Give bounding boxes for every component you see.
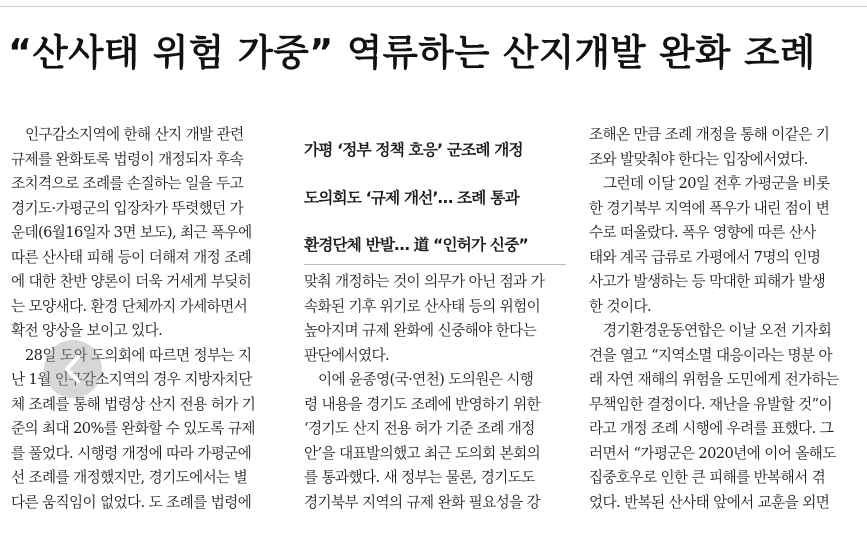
body-text-line: 경기도·가평군의 입장차가 뚜렷했던 가: [11, 199, 244, 217]
body-text-line: 판단에서였다.: [304, 346, 390, 364]
chevron-left-icon: [62, 354, 84, 384]
body-text-line: 를 풀었다. 시행령 개정에 따라 가평군에: [11, 444, 252, 462]
body-text-line: 라고 개정 조례 시행에 우려를 표했다. 그: [589, 420, 834, 437]
subheadline-block: [304, 127, 566, 270]
body-text-line: 령 내용을 경기도 조례에 반영하기 위한: [304, 395, 541, 413]
top-divider: [0, 6, 867, 7]
body-text-line: 다른 움직임이 없었다. 도 조례를 법령에: [11, 493, 252, 511]
body-text-line: 이에 윤종영(국·연천) 도의원은 시행: [304, 371, 534, 388]
body-text-line: 를 통과했다. 새 정부는 물론, 경기도도: [304, 469, 535, 486]
body-text-line: 경기환경운동연합은 이날 오전 기자회: [589, 322, 832, 339]
body-text-line: 었다. 반복된 산사태 앞에서 교훈을 외면: [589, 493, 830, 511]
body-text-line: 선 조례를 개정했지만, 경기도에서는 별: [11, 469, 248, 486]
body-text-line: 견을 열고 “지역소멸 대응이라는 명분 아: [589, 346, 833, 364]
subheadline: 도의회도 ‘규제 개선’… 조례 통과: [304, 188, 519, 207]
body-text-line: 28일 도와 도의회에 따르면 정부는 지: [11, 346, 252, 364]
headline: “산사태 위험 가중” 역류하는 산지개발 완화 조례: [8, 31, 816, 74]
subheadline: 환경단체 반발… 道 “인허가 신중”: [304, 236, 528, 254]
body-text-line: 운데(6월16일자 3면 보도), 최근 폭우에: [11, 224, 252, 241]
article-column-3: [589, 123, 857, 515]
body-text-line: 에 대한 찬반 양론이 더욱 거세게 부딪히: [11, 273, 252, 290]
body-text-line: 수로 떠올랐다. 폭우 영향에 따른 산사: [589, 224, 816, 241]
body-text-line: 안’을 대표발의했고 최근 도의회 본회의: [304, 444, 541, 462]
body-text-line: 준의 최대 20%를 완화할 수 있도록 규제: [11, 420, 255, 437]
body-text-line: 맞춰 개정하는 것이 의무가 아닌 점과 가: [304, 273, 545, 290]
subheadline-divider: [304, 264, 566, 265]
body-text-line: 태와 계곡 급류로 가평에서 7명의 인명: [589, 248, 821, 266]
body-text-line: 집중호우로 인한 큰 피해를 반복해서 겪: [589, 469, 826, 486]
body-text-line: 사고가 발생하는 등 막대한 피해가 발생: [589, 273, 826, 290]
body-text-line: 속화된 기후 위기로 산사태 등의 위험이: [304, 297, 541, 315]
body-text-line: 따른 산사태 피해 등이 더해져 개정 조례: [11, 248, 252, 266]
body-text-line: 체 조례를 통해 법령상 산지 전용 허가 기: [11, 395, 256, 413]
body-text-line: 러면서 “가평군은 2020년에 이어 올해도: [589, 444, 836, 462]
body-text-line: 한 경기북부 지역에 폭우가 내린 점이 변: [589, 199, 830, 217]
body-text-line: 한 것이다.: [589, 297, 652, 315]
body-text-line: 조치격으로 조례를 손질하는 일을 두고: [11, 175, 244, 192]
subheadline: 가평 ‘정부 정책 호응’ 군조례 개정: [304, 141, 523, 159]
body-text-line: ‘경기도 산지 전용 허가 기준 조례 개정: [304, 420, 535, 437]
body-text-line: 그런데 이달 20일 전후 가평군을 비롯: [589, 175, 830, 192]
article-column-2: [304, 270, 566, 515]
body-text-line: 경기북부 지역의 규제 완화 필요성을 강: [304, 493, 541, 511]
body-text-line: 높아지며 규제 완화에 신중해야 한다는: [304, 322, 537, 339]
body-text-line: 인구감소지역에 한해 산지 개발 관련: [11, 126, 244, 143]
body-text-line: 래 자연 재해의 위험을 도민에게 전가하는: [589, 371, 839, 388]
body-text-line: 조해온 만큼 조례 개정을 통해 이같은 기: [589, 126, 830, 143]
article-column-1: [11, 123, 281, 515]
body-text-line: 는 모양새다. 환경 단체까지 가세하면서: [11, 297, 248, 315]
body-text-line: 무책임한 결정이다. 재난을 유발할 것”이: [589, 395, 833, 413]
body-text-line: 확전 양상을 보이고 있다.: [11, 322, 163, 339]
previous-page-button[interactable]: [44, 340, 102, 398]
body-text-line: 난 1월 인구감소지역의 경우 지방자치단: [11, 371, 252, 388]
body-text-line: 규제를 완화토록 법령이 개정되자 후속: [11, 150, 244, 168]
body-text-line: 조와 발맞춰야 한다는 입장에서였다.: [589, 150, 808, 168]
